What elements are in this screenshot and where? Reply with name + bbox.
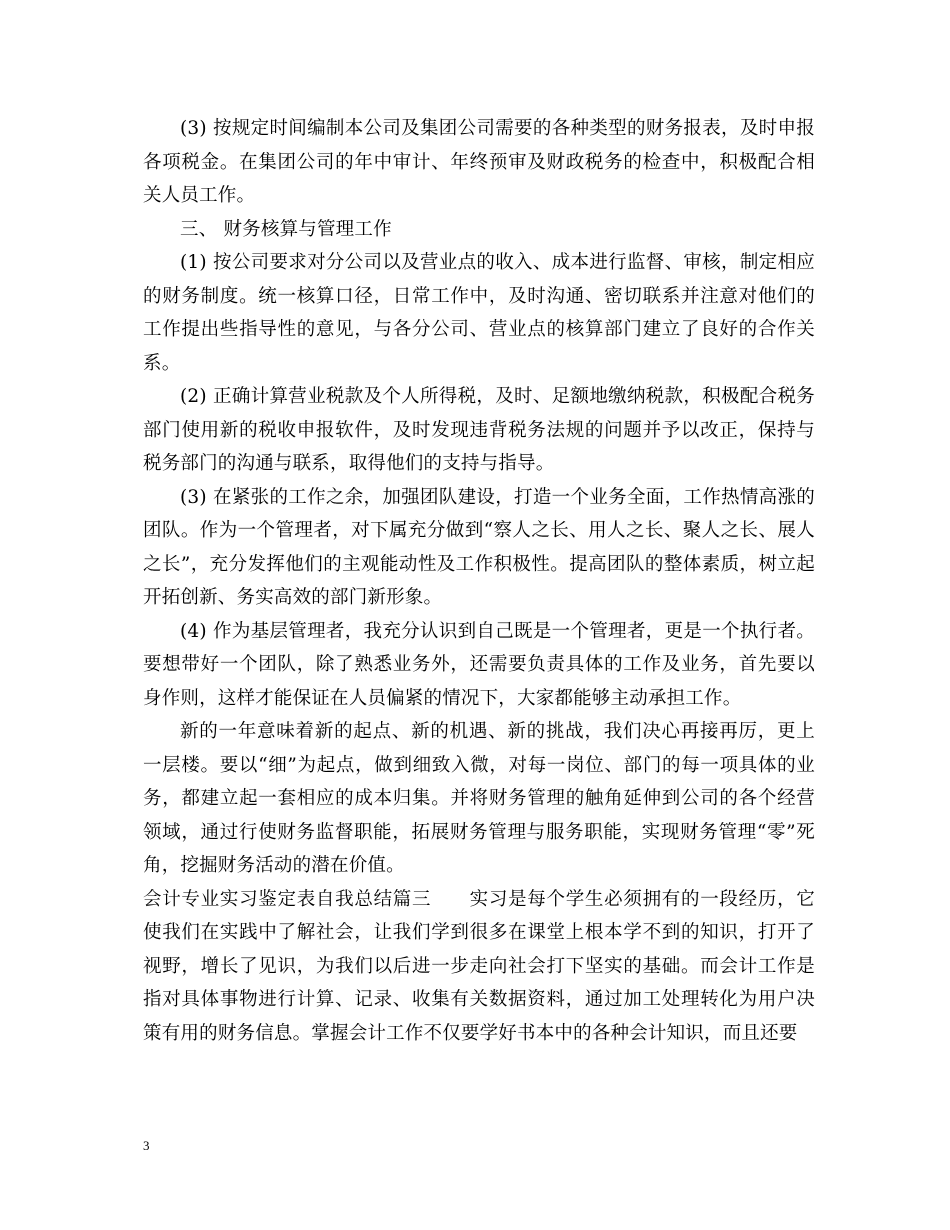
paragraph-report-preparation: (3) 按规定时间编制本公司及集团公司需要的各种类型的财务报表，及时申报各项税金。在集团公司的年中审计、年终预审及财政税务的检查中，积极配合相关人员工作。 — [143, 118, 815, 206]
page-number: 3 — [143, 1138, 150, 1153]
document-body — [143, 112, 815, 1050]
paragraph-internship-summary: 会计专业实习鉴定表自我总结篇三 实习是每个学生必须拥有的一段经历，它使我们在实践中了解社会，让我们学到很多在课堂上根本学不到的知识，打开了视野，增长了见识，为我们以后进一步走向社会打下坚实的基础。而会计工作是指对具体事物进行计算、记录、收集有关数据资料，通过加工处理转化为用户决策有用的财务信息。掌握会计工作不仅要学好书本中的各种会计知识，而且还要 — [143, 888, 815, 1044]
section-heading-accounting-management: 三、 财务核算与管理工作 — [180, 218, 392, 240]
paragraph-team-building: (3) 在紧张的工作之余，加强团队建设，打造一个业务全面，工作热情高涨的团队。作为一个管理者，对下属充分做到“察人之长、用人之长、聚人之长、展人之长”，充分发挥他们的主观能动性及工作积极性。提高团队的整体素质，树立起开拓创新、务实高效的部门新形象。 — [143, 486, 815, 608]
paragraph-tax-calculation: (2) 正确计算营业税款及个人所得税，及时、足额地缴纳税款，积极配合税务部门使用新的税收申报软件，及时发现违背税务法规的问题并予以改正，保持与税务部门的沟通与联系，取得他们的支持与指导。 — [143, 386, 815, 474]
paragraph-grassroots-manager: (4) 作为基层管理者，我充分认识到自己既是一个管理者，更是一个执行者。要想带好一个团队，除了熟悉业务外，还需要负责具体的工作及业务，首先要以身作则，这样才能保证在人员偏紧的情况下，大家都能够主动承担工作。 — [143, 620, 815, 709]
paragraph-new-year-plans: 新的一年意味着新的起点、新的机遇、新的挑战，我们决心再接再厉，更上一层楼。要以“细”为起点，做到细致入微，对每一岗位、部门的每一项具体的业务，都建立起一套相应的成本归集。并将财务管理的触角延伸到公司的各个经营领域，通过行使财务监督职能，拓展财务管理与服务职能，实现财务管理“零”死角，挖掘财务活动的潜在价值。 — [143, 721, 815, 876]
paragraph-branch-supervision: (1) 按公司要求对分公司以及营业点的收入、成本进行监督、审核，制定相应的财务制度。统一核算口径，日常工作中，及时沟通、密切联系并注意对他们的工作提出些指导性的意见，与各分公司、营业点的核算部门建立了良好的合作关系。 — [143, 252, 815, 374]
